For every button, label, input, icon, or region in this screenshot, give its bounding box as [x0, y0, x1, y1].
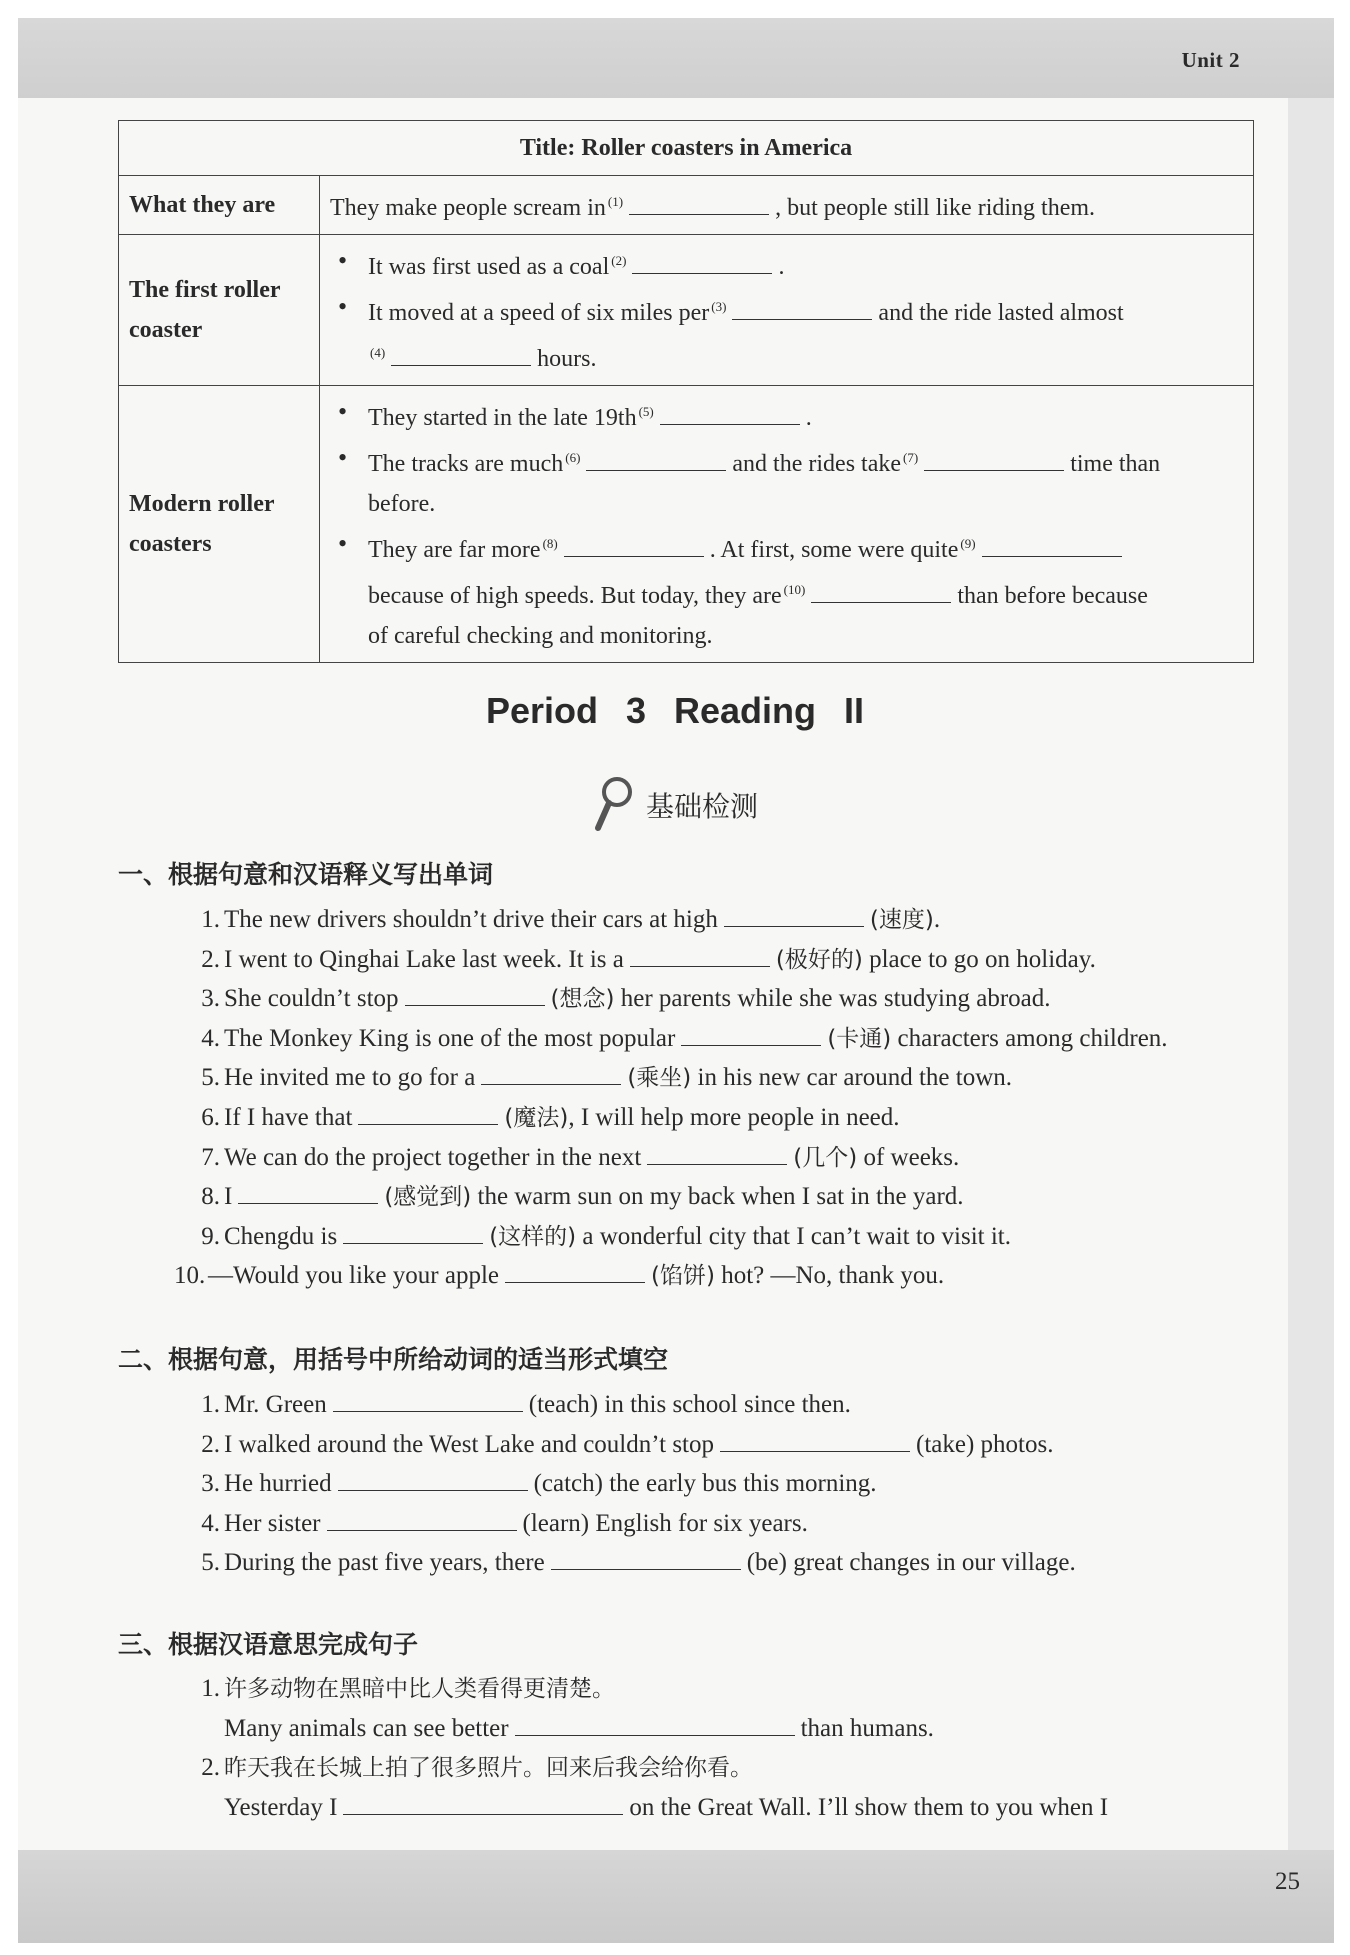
- blank-10[interactable]: [811, 578, 951, 603]
- answer-blank[interactable]: [343, 1790, 623, 1815]
- list-item: 5. He invited me to go for a (乘坐) in his new car around the town.: [190, 1058, 1168, 1098]
- answer-blank[interactable]: [681, 1021, 821, 1046]
- footer-band: [18, 1850, 1334, 1943]
- badge-label: 基础检测: [646, 790, 759, 823]
- list-item: 6. If I have that (魔法), I will help more people in need.: [190, 1098, 1168, 1138]
- section-1-list: [174, 900, 1168, 1296]
- answer-blank[interactable]: [238, 1179, 378, 1204]
- list-item: 3. He hurried (catch) the early bus this morning.: [190, 1464, 1076, 1504]
- row-content-first: [320, 235, 1254, 386]
- blank-3[interactable]: [732, 295, 872, 320]
- row-content-what: They make people scream in $^{(1)}$ , but people still like riding them.: [320, 176, 1254, 235]
- bullet-item: • It moved at a speed of six miles per $^{(3)}$ and the ride lasted almost $^{(4)}$ hours.: [330, 287, 1243, 379]
- row-head-modern: Modern roller coasters: [119, 386, 320, 663]
- basic-check-badge: [592, 775, 758, 835]
- section-2-list: [190, 1385, 1076, 1583]
- list-item: 4. The Monkey King is one of the most popular (卡通) characters among children.: [190, 1019, 1168, 1059]
- answer-blank[interactable]: [327, 1506, 517, 1531]
- row-head-first: The first roller coaster: [119, 235, 320, 386]
- section-heading-2: 二、根据句意，用括号中所给动词的适当形式填空: [118, 1345, 669, 1374]
- list-item: 5. During the past five years, there (be) great changes in our village.: [190, 1543, 1076, 1583]
- table-title: Title: Roller coasters in America: [119, 121, 1254, 176]
- list-item: 2. 昨天我在长城上拍了很多照片。回来后我会给你看。: [201, 1754, 753, 1782]
- list-item: 3. She couldn’t stop (想念) her parents while she was studying abroad.: [190, 979, 1168, 1019]
- answer-blank[interactable]: [338, 1466, 528, 1491]
- blank-4[interactable]: [391, 341, 531, 366]
- unit-label: Unit 2: [1181, 48, 1240, 72]
- section-heading-1: 一、根据句意和汉语释义写出单词: [118, 860, 494, 889]
- list-item: 7. We can do the project together in the next (几个) of weeks.: [190, 1138, 1168, 1178]
- section-heading-3: 三、根据汉语意思完成句子: [118, 1630, 419, 1659]
- answer-blank[interactable]: [647, 1140, 787, 1165]
- answer-blank[interactable]: [481, 1060, 621, 1085]
- summary-table: [118, 120, 1254, 663]
- blank-8[interactable]: [564, 532, 704, 557]
- bullet-item: • It was first used as a coal $^{(2)}$ .: [330, 241, 1243, 287]
- bullet-item: • They are far more $^{(8)}$ . At first, some were quite $^{(9)}$ because of high speeds. But today, they are $^{(10)}$ than before because of careful checking and monitoring.: [330, 524, 1243, 656]
- blank-7[interactable]: [924, 446, 1064, 471]
- answer-blank[interactable]: [405, 981, 545, 1006]
- list-item: 9. Chengdu is (这样的) a wonderful city that I can’t wait to visit it.: [190, 1217, 1168, 1257]
- bullet-item: • They started in the late 19th $^{(5)}$ .: [330, 392, 1243, 438]
- list-item: 4. Her sister (learn) English for six years.: [190, 1504, 1076, 1544]
- row-head-what: What they are: [119, 176, 320, 235]
- list-item: 2. I walked around the West Lake and couldn’t stop (take) photos.: [190, 1425, 1076, 1465]
- page-number: 25: [1275, 1868, 1300, 1895]
- answer-blank[interactable]: [551, 1545, 741, 1570]
- blank-5[interactable]: [660, 400, 800, 425]
- answer-blank[interactable]: [630, 942, 770, 967]
- section-3-list: [190, 1669, 1108, 1827]
- list-item: Many animals can see better than humans.: [190, 1709, 1108, 1749]
- list-item: 2. I went to Qinghai Lake last week. It is a (极好的) place to go on holiday.: [190, 940, 1168, 980]
- blank-2[interactable]: [632, 249, 772, 274]
- period-title: Period 3 Reading II: [485, 690, 865, 731]
- list-item: 10. —Would you like your apple (馅饼) hot? —No, thank you.: [190, 1256, 1168, 1296]
- blank-1[interactable]: [629, 190, 769, 215]
- list-item: 1. 许多动物在黑暗中比人类看得更清楚。: [201, 1675, 615, 1702]
- answer-blank[interactable]: [343, 1219, 483, 1244]
- answer-blank[interactable]: [720, 1427, 910, 1452]
- answer-blank[interactable]: [358, 1100, 498, 1125]
- list-item: 1. The new drivers shouldn’t drive their cars at high (速度).: [190, 900, 1168, 940]
- answer-blank[interactable]: [505, 1258, 645, 1283]
- answer-blank[interactable]: [515, 1711, 795, 1736]
- magnifier-icon: [592, 774, 636, 837]
- header-band: [18, 18, 1334, 98]
- list-item: Yesterday I on the Great Wall. I’ll show them to you when I: [190, 1788, 1108, 1828]
- list-item: 1. Mr. Green (teach) in this school since then.: [190, 1385, 1076, 1425]
- list-item: 8. I (感觉到) the warm sun on my back when I sat in the yard.: [190, 1177, 1168, 1217]
- blank-6[interactable]: [586, 446, 726, 471]
- answer-blank[interactable]: [333, 1387, 523, 1412]
- answer-blank[interactable]: [724, 902, 864, 927]
- bullet-item: • The tracks are much $^{(6)}$ and the rides take $^{(7)}$ time than before.: [330, 438, 1243, 524]
- row-content-modern: [320, 386, 1254, 663]
- blank-9[interactable]: [982, 532, 1122, 557]
